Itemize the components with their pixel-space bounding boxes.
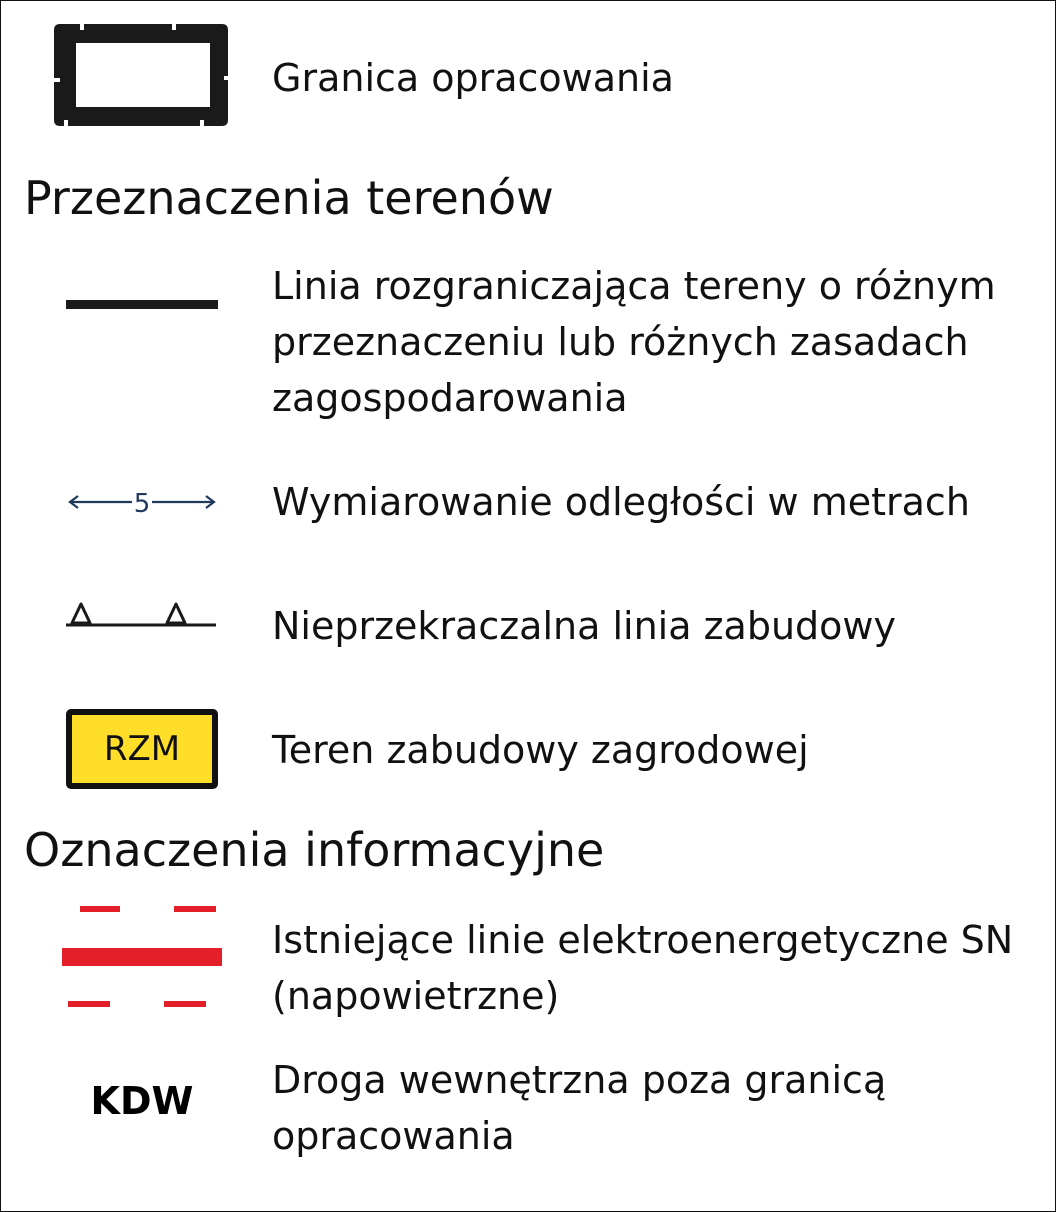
building-line-label: Nieprzekraczalna linia zabudowy bbox=[272, 604, 896, 648]
rzm-symbol bbox=[66, 709, 218, 789]
kdw-code: KDW bbox=[90, 1079, 194, 1123]
demarcation-line-label-1: Linia rozgraniczająca tereny o różnym bbox=[272, 264, 996, 308]
boundary-label: Granica opracowania bbox=[272, 56, 674, 100]
building-line-icon bbox=[66, 598, 218, 632]
section-heading-land-use: Przeznaczenia terenów bbox=[24, 171, 554, 225]
power-lines-label-2: (napowietrzne) bbox=[272, 974, 560, 1018]
dimension-arrow-icon bbox=[66, 486, 218, 520]
rzm-label: Teren zabudowy zagrodowej bbox=[272, 728, 809, 772]
internal-road-label-1: Droga wewnętrzna poza granicą bbox=[272, 1058, 887, 1102]
demarcation-line-label-3: zagospodarowania bbox=[272, 376, 628, 420]
dimensioning-label: Wymiarowanie odległości w metrach bbox=[272, 480, 970, 524]
rzm-code: RZM bbox=[103, 729, 181, 769]
power-lines-label-1: Istniejące linie elektroenergetyczne SN bbox=[272, 918, 1014, 962]
demarcation-line-icon bbox=[66, 298, 218, 312]
dimension-value: 5 bbox=[133, 489, 151, 519]
study-boundary-icon bbox=[54, 24, 232, 130]
power-line-icon bbox=[62, 904, 224, 1010]
internal-road-label-2: opracowania bbox=[272, 1114, 515, 1158]
demarcation-line-label-2: przeznaczeniu lub różnych zasadach bbox=[272, 320, 969, 364]
section-heading-info: Oznaczenia informacyjne bbox=[24, 823, 605, 877]
